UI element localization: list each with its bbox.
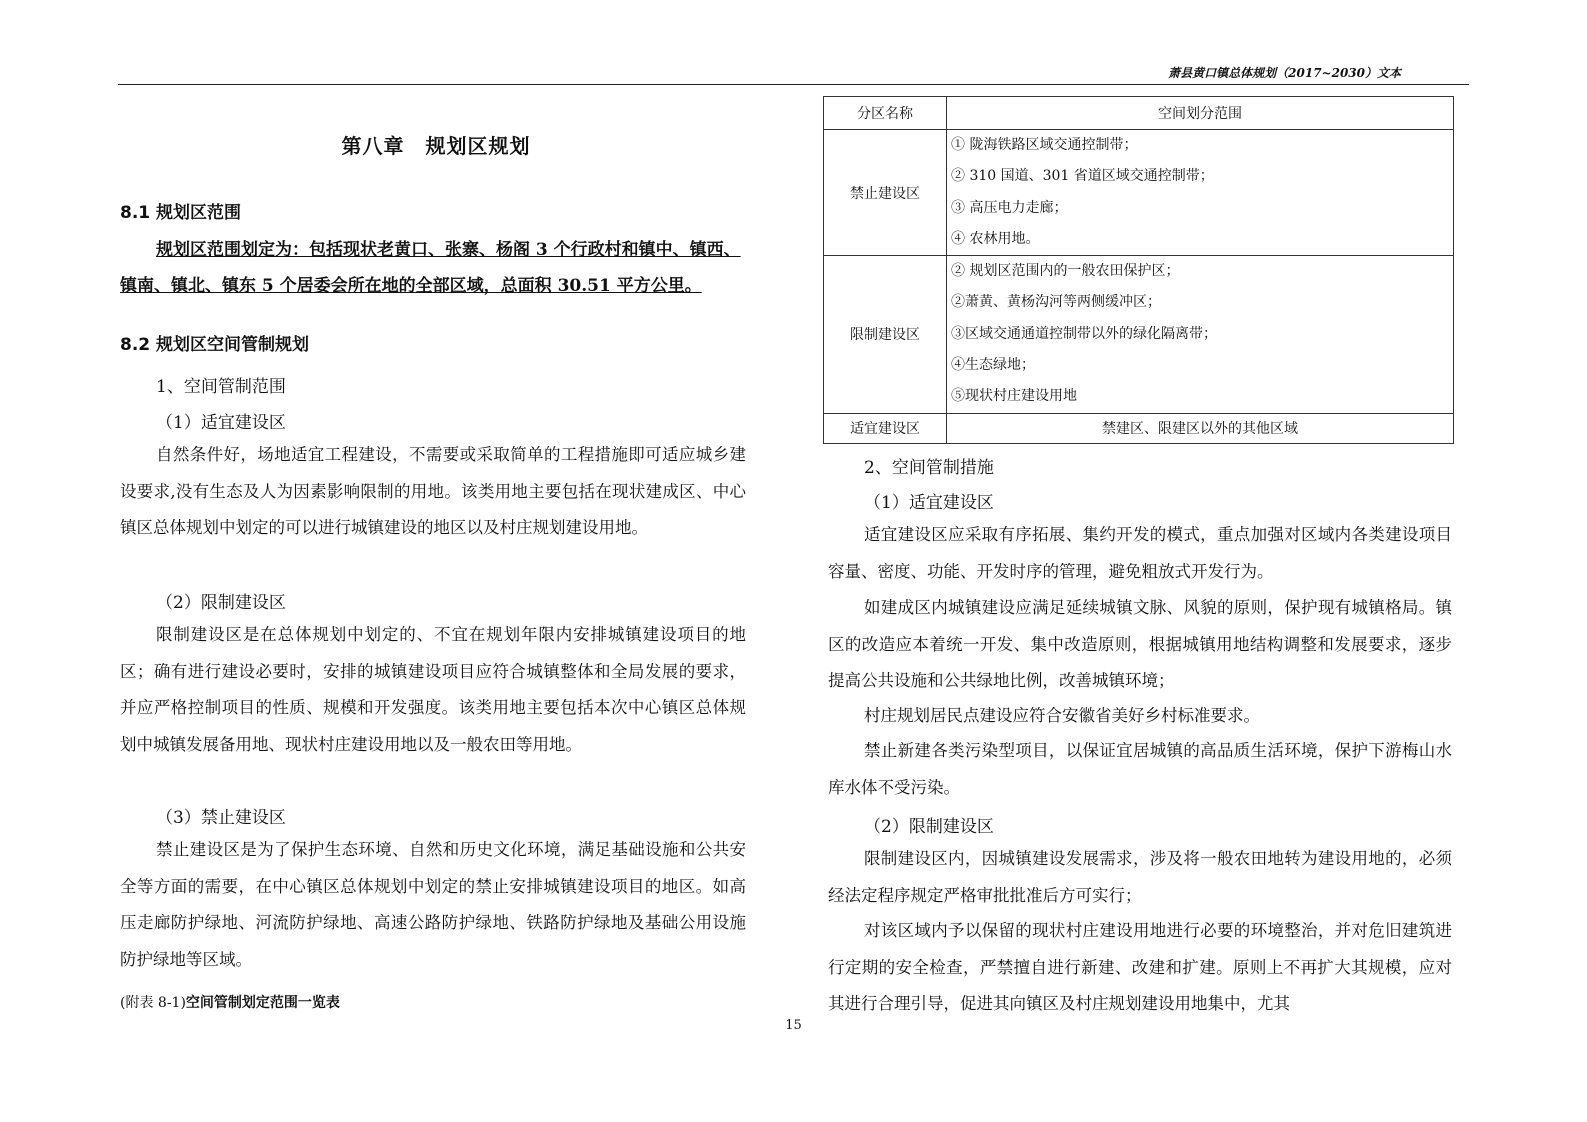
table-cell-range	[947, 130, 1454, 256]
table-cell-range	[947, 256, 1454, 413]
right-paragraph-4: 禁止新建各类污染型项目，以保证宜居城镇的高品质生活环境，保护下游梅山水库水体不受污染。	[828, 741, 1452, 797]
range-item: ④ 农林用地。	[951, 230, 1040, 247]
table-row	[824, 256, 1454, 413]
right-paragraph-1: 适宜建设区应采取有序拓展、集约开发的模式，重点加强对区域内各类建设项目容量、密度、功能、开发时序的管理，避免粗放式开发行为。	[828, 525, 1452, 581]
sub-3-heading: （3）禁止建设区	[156, 808, 286, 828]
right-paragraph-3: 村庄规划居民点建设应符合安徽省美好乡村标准要求。	[864, 706, 1260, 725]
table-row	[824, 413, 1454, 443]
document-header-title: 萧县黄口镇总体规划（2017~2030）文本	[1168, 66, 1401, 80]
right-sub-1-heading: （1）适宜建设区	[864, 493, 994, 513]
range-item: ⑤现状村庄建设用地	[951, 388, 1077, 405]
table-caption	[120, 992, 340, 1012]
range-item: ③区域交通通道控制带以外的绿化隔离带；	[951, 325, 1217, 342]
range-item: ④生态绿地；	[951, 357, 1035, 374]
table-caption-title: 空间管制划定范围一览表	[185, 995, 340, 1011]
table-cell-zone: 禁止建设区	[824, 130, 947, 256]
range-item: ① 陇海铁路区域交通控制带；	[951, 137, 1138, 153]
table-caption-prefix: (附表 8-1)	[120, 995, 186, 1011]
chapter-title: 第八章 规划区规划	[341, 134, 531, 158]
table-cell-range: 禁建区、限建区以外的其他区域	[947, 413, 1454, 443]
header-divider	[118, 84, 1469, 85]
section-8-1-text: 规划区范围划定为：包括现状老黄口、张寨、杨阁 3 个行政村和镇中、镇西、镇南、镇北、镇东 5 个居委会所在地的全部区域，总面积 30.51 平方公里。	[120, 240, 741, 296]
range-item: ② 规划区范围内的一般农田保护区；	[951, 263, 1180, 280]
table-cell-zone: 限制建设区	[824, 256, 947, 413]
table-cell-zone: 适宜建设区	[824, 413, 947, 443]
item-1-heading: 1、空间管制范围	[156, 377, 286, 397]
right-paragraph-2: 如建成区内城镇建设应满足延续城镇文脉、风貌的原则，保护现有城镇格局。镇区的改造应本着统一开发、集中改造原则，根据城镇用地结构调整和发展要求，逐步提高公共设施和公共绿地比例，改善城镇环境；	[828, 598, 1452, 690]
sub-2-text: 限制建设区是在总体规划中划定的、不宜在规划年限内安排城镇建设项目的地区；确有进行建设必要时，安排的城镇建设项目应符合城镇整体和全局发展的要求，并应严格控制项目的性质、规模和开发强度。该类用地主要包括本次中心镇区总体规划中城镇发展备用地、现状村庄建设用地以及一般农田等用地。	[120, 625, 746, 754]
section-8-2-heading: 8.2 规划区空间管制规划	[120, 335, 310, 355]
table-row	[824, 130, 1454, 256]
right-paragraph-6: 对该区域内予以保留的现状村庄建设用地进行必要的环境整治，并对危旧建筑进行定期的安全检查，严禁擅自进行新建、改建和扩建。原则上不再扩大其规模，应对其进行合理引导，促进其向镇区及村庄规划建设用地集中，尤其	[828, 921, 1452, 1013]
item-2-heading: 2、空间管制措施	[864, 458, 994, 478]
range-item: ③ 高压电力走廊；	[951, 199, 1068, 216]
section-8-1-heading: 8.1 规划区范围	[120, 203, 242, 223]
range-item: ②萧黄、黄杨沟河等两侧缓冲区；	[951, 294, 1161, 311]
sub-1-text: 自然条件好，场地适宜工程建设，不需要或采取简单的工程措施即可适应城乡建设要求,没有生态及人为因素影响限制的用地。该类用地主要包括在现状建成区、中心镇区总体规划中划定的可以进行城镇建设的地区以及村庄规划建设用地。	[120, 445, 746, 537]
sub-1-heading: （1）适宜建设区	[156, 413, 286, 433]
table-header-row	[824, 97, 1454, 130]
right-sub-2-heading: （2）限制建设区	[864, 817, 994, 837]
page-number: 15	[785, 1018, 802, 1033]
table-header-zone: 分区名称	[824, 97, 947, 130]
sub-2-heading: （2）限制建设区	[156, 593, 286, 613]
sub-3-text: 禁止建设区是为了保护生态环境、自然和历史文化环境，满足基础设施和公共安全等方面的需要，在中心镇区总体规划中划定的禁止安排城镇建设项目的地区。如高压走廊防护绿地、河流防护绿地、高速公路防护绿地、铁路防护绿地及基础公用设施防护绿地等区域。	[120, 840, 746, 969]
spatial-control-table	[823, 96, 1454, 444]
range-item: ② 310 国道、301 省道区域交通控制带；	[951, 168, 1214, 185]
right-paragraph-5: 限制建设区内，因城镇建设发展需求，涉及将一般农田地转为建设用地的，必须经法定程序规定严格审批批准后方可实行；	[828, 849, 1452, 905]
table-header-range: 空间划分范围	[947, 97, 1454, 130]
